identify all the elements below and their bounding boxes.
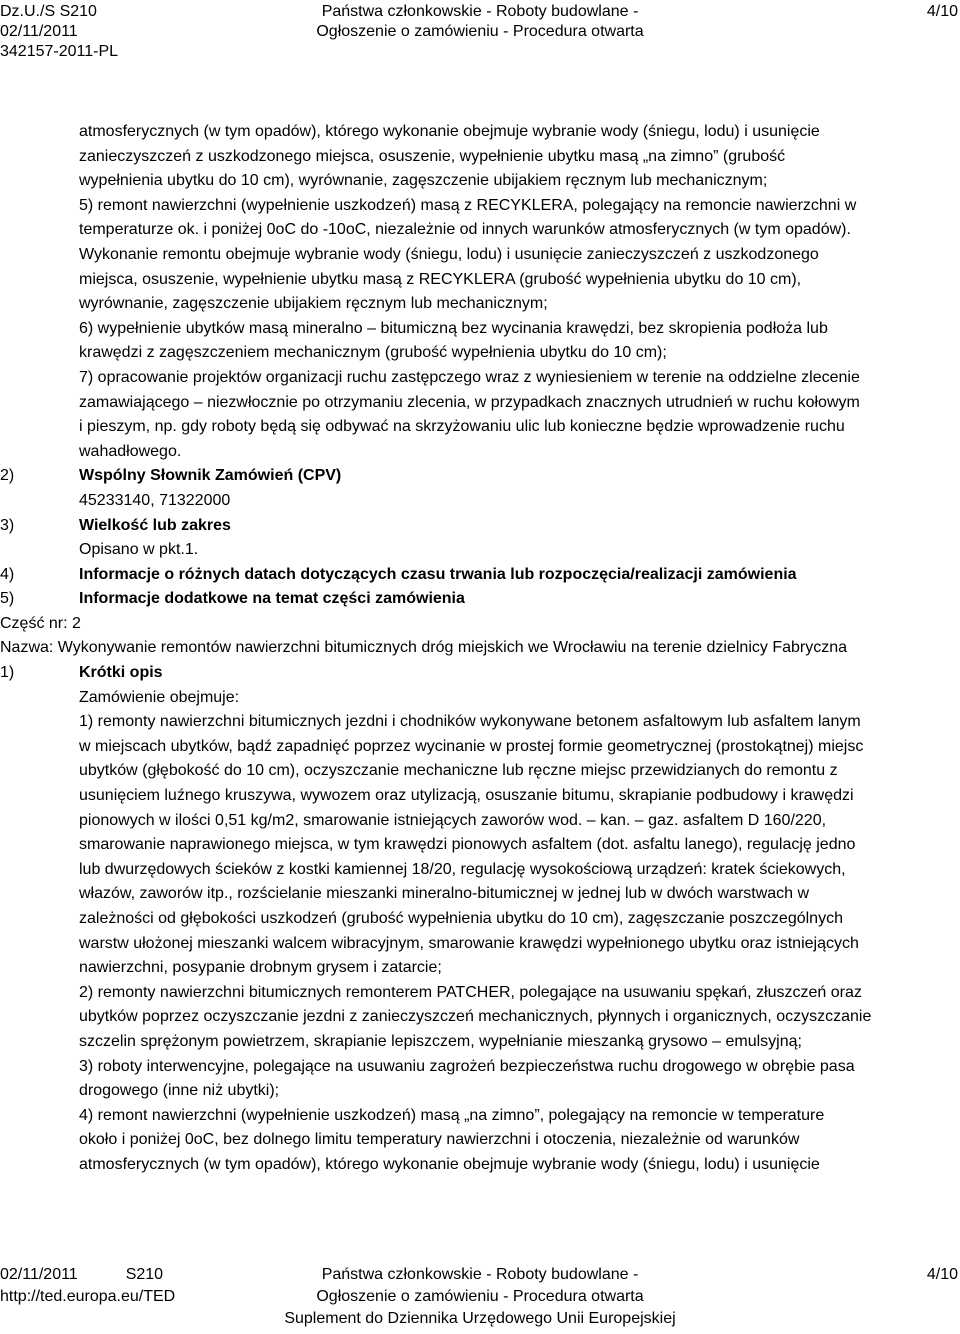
- header-title-1: Państwa członkowskie - Roboty budowlane -: [321, 3, 639, 20]
- text-line: lub dwurzędowych ścieków z kostki kamiennej 18/20, regulację wysokościową urządzeń: kratek ściekowych,: [79, 860, 846, 878]
- section-dates: [0, 563, 960, 588]
- footer-title-1: Państwa członkowskie - Roboty budowlane -: [321, 1266, 639, 1283]
- scope-value: Opisano w pkt.1.: [79, 541, 199, 559]
- text-line: wyrównanie, zagęszczenie ubijakiem ręcznym lub mechanicznym;: [79, 295, 548, 313]
- text-line: około i poniżej 0oC, bez dolnego limitu temperatury nawierzchni i otoczenia, niezależnie od warunków: [79, 1131, 800, 1149]
- text-line: zanieczyszczeń z uszkodzonego miejsca, osuszenie, wypełnienie ubytku masą „na zimno” (grubość: [79, 147, 786, 165]
- section-title: Informacje o różnych datach dotyczących czasu trwania lub rozpoczęcia/realizacji zamówienia: [79, 565, 797, 583]
- text-line: wahadłowego.: [79, 442, 182, 460]
- text-line: w miejscach ubytków, bądź zapadnięć poprzez wycinanie w prostej formie geometrycznej (prostokątnej) miejsc: [79, 737, 864, 755]
- text-line: 2) remonty nawierzchni bitumicznych remonterem PATCHER, polegające na usuwaniu spękań, złuszczeń oraz: [79, 983, 862, 1001]
- text-line: atmosferycznych (w tym opadów), którego wykonanie obejmuje wybranie wody (śniegu, lodu) i usunięcie: [79, 1155, 820, 1173]
- section-number: 4): [0, 565, 15, 583]
- text-line: 6) wypełnienie ubytków masą mineralno – bitumiczną bez wycinania krawędzi, bez skropienia podłoża lub: [79, 319, 828, 337]
- text-line: warstw ułożonej mieszanki walcem wibracyjnym, smarowanie krawędzi wypełnionego ubytku oraz istniejących: [79, 934, 859, 952]
- section-additional-info: [0, 587, 960, 612]
- footer-center: [0, 1264, 960, 1330]
- cpv-codes: 45233140, 71322000: [79, 491, 231, 509]
- text-line: smarowanie naprawionego miejsca, w tym krawędzi pionowych asfaltem (dot. asfaltu lanego), regulację jedno: [79, 836, 856, 854]
- footer-date: 02/11/2011: [0, 1266, 78, 1283]
- footer-url: http://ted.europa.eu/TED: [0, 1288, 176, 1305]
- header-center: [0, 2, 960, 42]
- text-line: zależności od głębokości uszkodzeń (grubość wypełnienia ubytku do 10 cm), zagęszczanie poszczególnych: [79, 910, 843, 927]
- section-number: 1): [0, 664, 15, 682]
- footer-page-number: 4/10: [926, 1266, 958, 1283]
- part-name: Nazwa: Wykonywanie remontów nawierzchni bitumicznych dróg miejskich we Wrocławiu na terenie dzielnicy Fabryczna: [0, 639, 848, 657]
- text-line: zamawiającego – niezwłocznie po otrzymaniu zlecenia, w przypadkach znacznych utrudnień w ruchu kołowym: [79, 393, 860, 411]
- header-title-2: Ogłoszenie o zamówieniu - Procedura otwarta: [316, 23, 644, 40]
- document-body: [0, 120, 960, 1178]
- text-line: miejsca, osuszenie, wypełnienie ubytku masą z RECYKLERA (grubość wypełnienia ubytku do 10 cm),: [79, 270, 802, 288]
- footer-title-2: Ogłoszenie o zamówieniu - Procedura otwarta: [316, 1288, 644, 1305]
- footer-supplement: Suplement do Dziennika Urzędowego Unii Europejskiej: [284, 1310, 676, 1327]
- section-scope: [0, 514, 960, 563]
- text-line: pionowych w ilości 0,51 kg/m2, smarowanie istniejących zaworów wod. – kan. – gaz. asfaltem D 160/220,: [79, 811, 827, 829]
- section-title: Informacje dodatkowe na temat części zamówienia: [79, 590, 465, 608]
- text-line: ubytków poprzez oczyszczanie jezdni z zanieczyszczeń mechanicznych, płynnych i organicznych, oczyszczanie: [79, 1008, 872, 1026]
- section-number: 2): [0, 467, 15, 485]
- section-cpv: [0, 464, 960, 513]
- text-line: włazów, zaworów itp., rozścielanie mieszanki mineralno-bitumicznej w jednej lub w dwóch warstwach w: [79, 885, 810, 903]
- footer-right: [927, 1264, 958, 1286]
- section-title: Krótki opis: [79, 664, 163, 682]
- text-line: wypełnienia ubytku do 10 cm), wyrównanie, zagęszczenie ubijakiem ręcznym lub mechanicznym;: [79, 172, 768, 190]
- text-line: temperaturze ok. i poniżej 0oC do -10oC, niezależnie od innych warunków atmosferycznych (w tym opadów).: [79, 221, 851, 239]
- header-date: 02/11/2011: [0, 23, 78, 40]
- section-number: 5): [0, 590, 15, 608]
- text-line: ubytków (głębokość do 10 cm), oczyszczanie mechaniczne lub ręczne miejsc przewidzianych do remontu z: [79, 762, 838, 780]
- text-line: drogowego (inne niż ubytki);: [79, 1082, 280, 1100]
- text-line: 1) remonty nawierzchni bitumicznych jezdni i chodników wykonywane betonem asfaltowym lub asfaltem lanym: [79, 713, 861, 731]
- header-ref: Dz.U./S S210: [0, 3, 97, 20]
- description-paragraph: [0, 686, 960, 1178]
- text-line: szczelin sprężonym powietrzem, skrapianie lepiszczem, wypełnianie mieszanką grysowo – emulsyjną;: [79, 1032, 802, 1050]
- text-line: 4) remont nawierzchni (wypełnienie uszkodzeń) masą „na zimno”, polegający na remoncie w temperature: [79, 1106, 825, 1124]
- text-line: Zamówienie obejmuje:: [79, 688, 240, 706]
- text-line: Wykonanie remontu obejmuje wybranie wody (śniegu, lodu) i usunięcie zanieczyszczeń z uszkodzonego: [79, 245, 819, 263]
- section-number: 3): [0, 516, 15, 534]
- footer-code: S210: [125, 1266, 164, 1283]
- text-line: nawierzchni, posypanie drobnym grysem i zatarcie;: [79, 959, 442, 977]
- header-notice-id: 342157-2011-PL: [0, 43, 119, 60]
- text-line: 5) remont nawierzchni (wypełnienie uszkodzeń) masą z RECYKLERA, polegający na remoncie nawierzchni w: [79, 196, 857, 214]
- section-title: Wielkość lub zakres: [79, 516, 231, 534]
- text-line: i pieszym, np. gdy roboty będą się odbywać na skrzyżowaniu ulic lub konieczne będzie wprowadzenie ruchu: [79, 418, 845, 436]
- continued-paragraph: [0, 120, 960, 464]
- text-line: atmosferycznych (w tym opadów), którego wykonanie obejmuje wybranie wody (śniegu, lodu) i usunięcie: [79, 123, 820, 140]
- text-line: usunięciem luźnego kruszywa, wywozem oraz utylizacją, osuszanie bitumu, skrapianie podbudowy i krawędzi: [79, 787, 854, 805]
- text-line: 7) opracowanie projektów organizacji ruchu zastępczego wraz z wyniesieniem w terenie na oddzielne zlecenie: [79, 368, 860, 386]
- header-right: [927, 2, 958, 22]
- section-title: Wspólny Słownik Zamówień (CPV): [79, 467, 342, 485]
- text-line: krawędzi z zagęszczeniem mechanicznym (grubość wypełnienia ubytku do 10 cm);: [79, 344, 667, 362]
- header-page-number: 4/10: [926, 3, 958, 20]
- section-short-description: [0, 661, 960, 686]
- text-line: 3) roboty interwencyjne, polegające na usuwaniu zagrożeń bezpieczeństwa ruchu drogowego w obrębie pasa: [79, 1057, 855, 1075]
- part-number: Część nr: 2: [0, 614, 81, 632]
